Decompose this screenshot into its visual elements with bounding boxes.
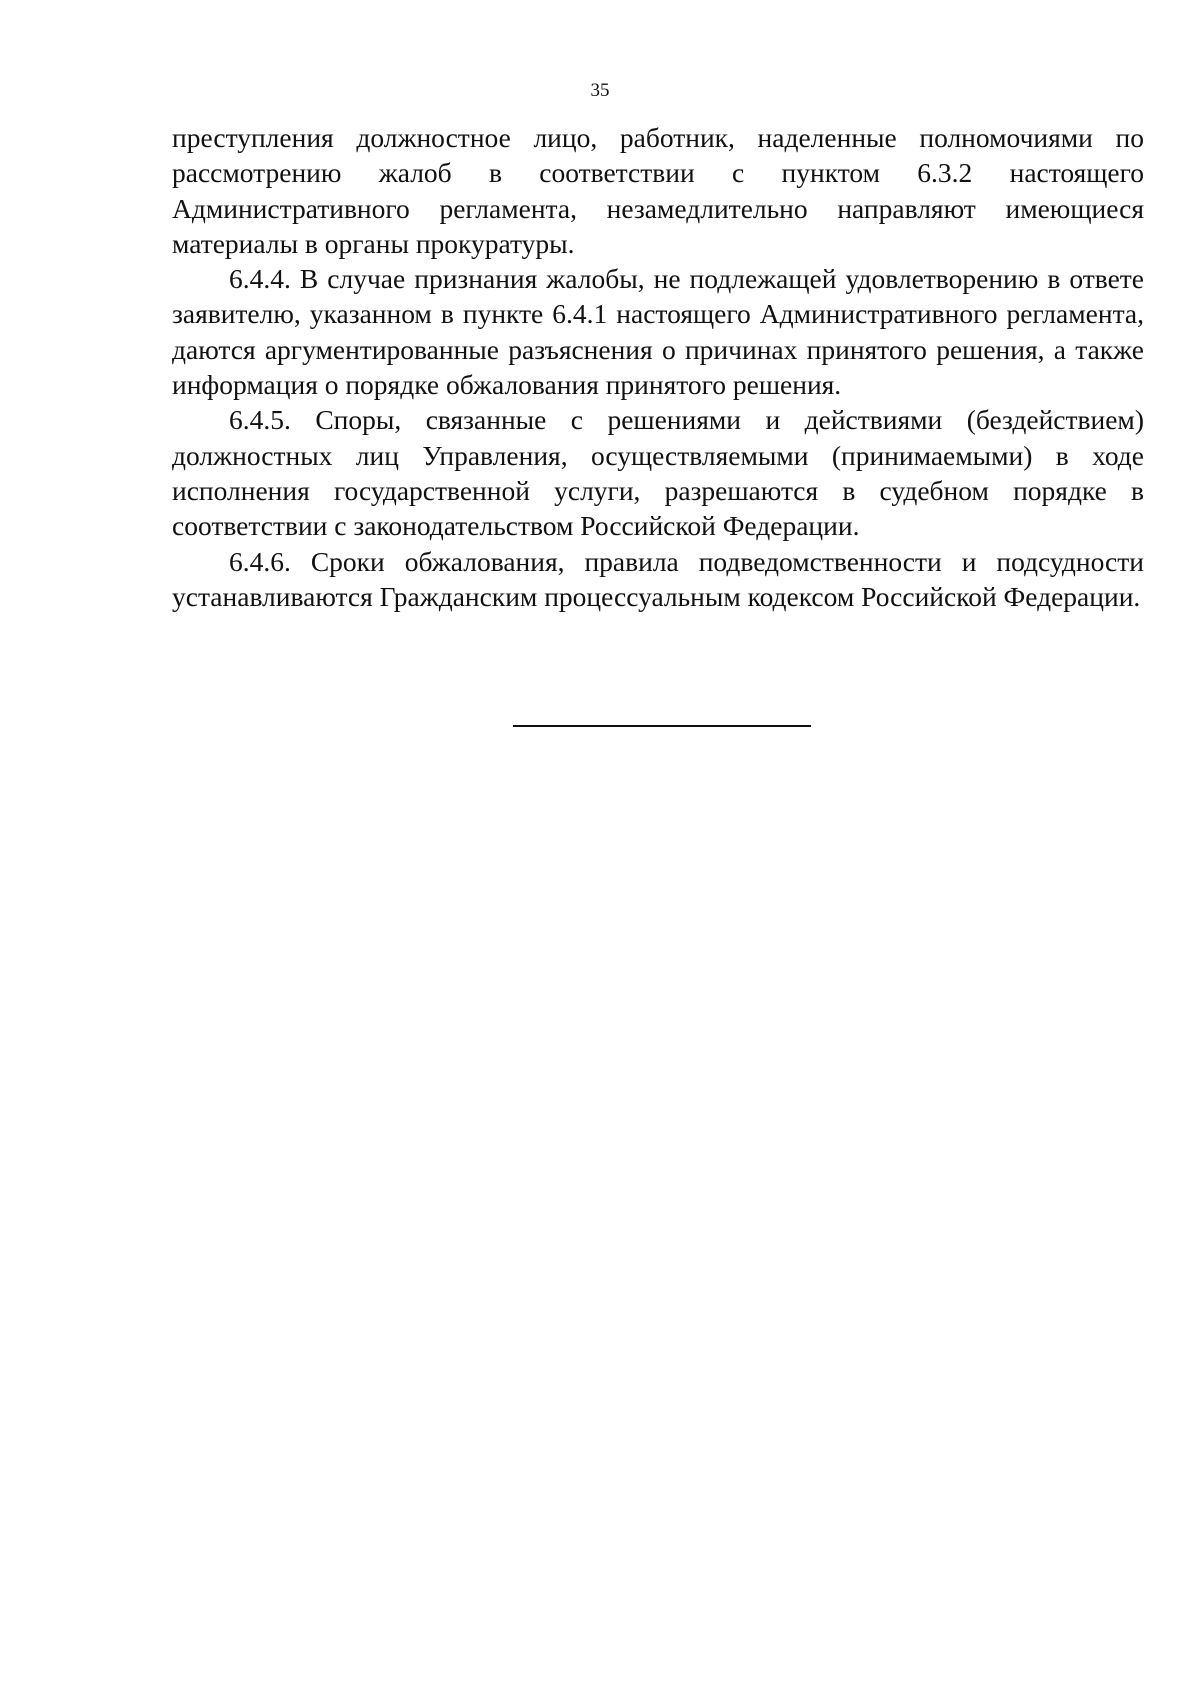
- document-body: [172, 120, 1144, 614]
- paragraph-6-4-4: 6.4.4. В случае признания жалобы, не подлежащей удовлетворению в ответе заявителю, указанном в пункте 6.4.1 настоящего Административного регламента, даются аргументированные разъяснения о причинах принятого решения, а также информация о порядке обжалования принятого решения.: [172, 263, 1144, 401]
- end-of-document-rule: [513, 725, 811, 727]
- paragraph-continuation: преступления должностное лицо, работник, наделенные полномочиями по рассмотрению жалоб в соответствии с пунктом 6.3.2 настоящего Административного регламента, незамедлительно направляют имеющиеся материалы в органы прокуратуры.: [172, 122, 1144, 259]
- paragraph-6-4-5: 6.4.5. Споры, связанные с решениями и действиями (бездействием) должностных лиц Управления, осуществляемыми (принимаемыми) в ходе исполнения государственной услуги, разрешаются в судебном порядке в соответствии с законодательством Российской Федерации.: [172, 404, 1144, 542]
- page-number: 35: [590, 80, 610, 101]
- paragraph-6-4-6: 6.4.6. Сроки обжалования, правила подведомственности и подсудности устанавливаются Гражданским процессуальным кодексом Российской Федерации.: [172, 545, 1144, 612]
